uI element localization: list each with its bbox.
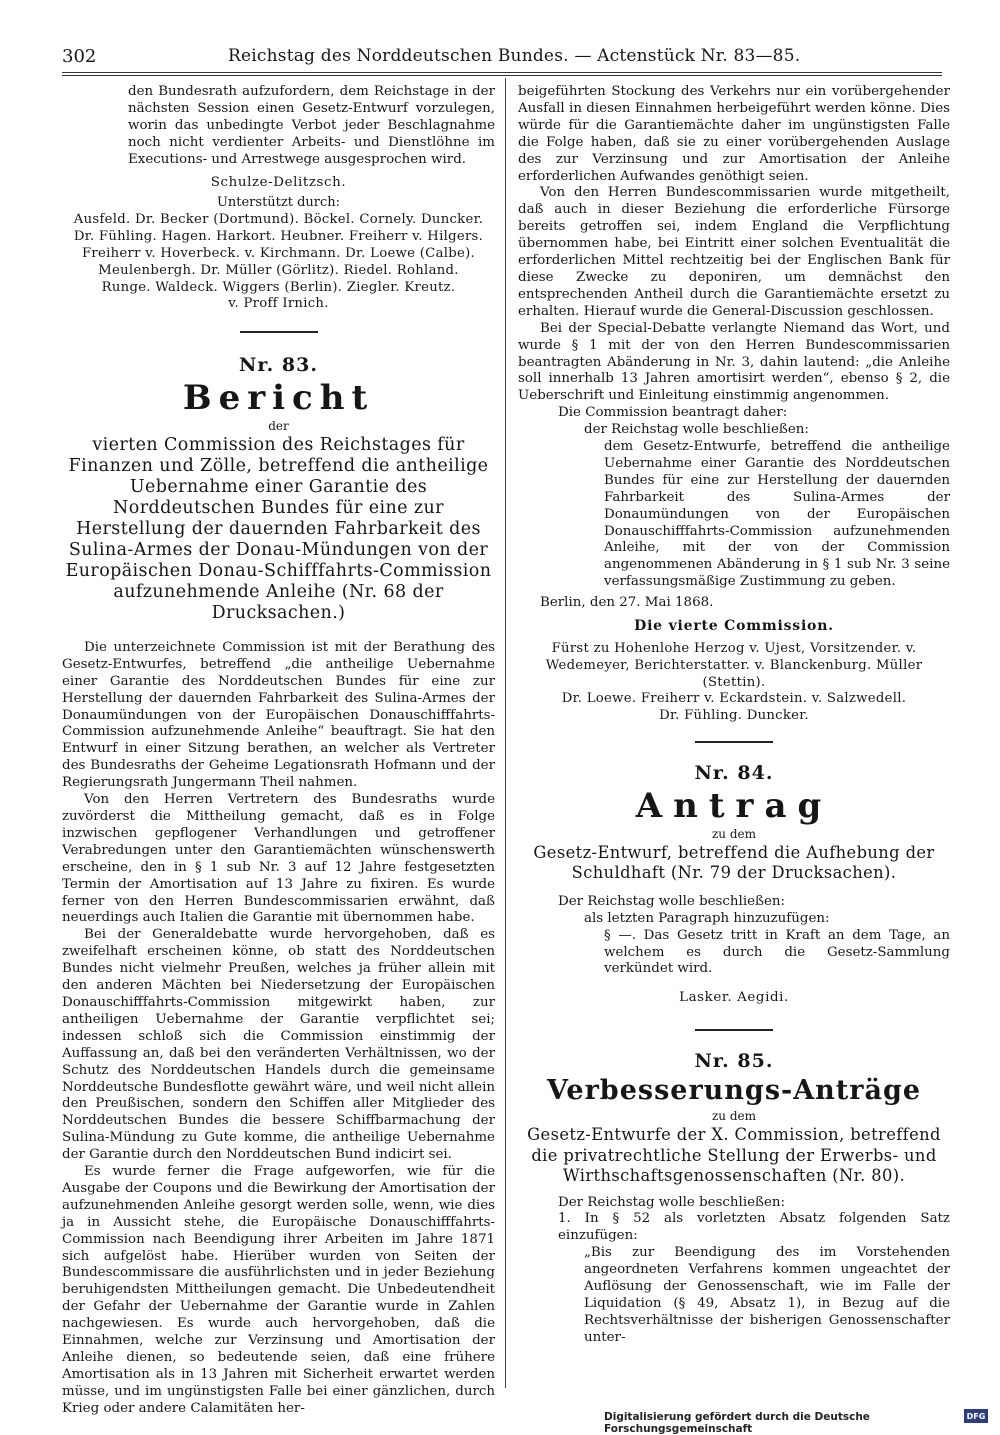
verbesserungs-title: Verbesserungs-Anträge (546, 1075, 922, 1107)
left-column (62, 84, 495, 1418)
verbesserungs-subtitle: Gesetz-Entwurfe der X. Commission, betreffend die privatrechtliche Stellung der Erwerbs- und Wirthschaftsgenossenschaften (Nr. 80). (527, 1125, 941, 1186)
bericht-subtitle: vierten Commission des Reichstages für Finanzen und Zölle, betreffend die antheilige Uebernahme einer Garantie des Norddeutschen Bundes für eine zur Herstellung der dauernden Fahrbarkeit des Sulina-Armes der Donau-Mündungen von der Europäischen Donau-Schifffahrts-Commission aufzunehmende Anleihe (Nr. 68 der Drucksachen.) (65, 434, 492, 623)
body-paragraph: Von den Herren Vertretern des Bundesraths wurde zuvörderst die Mittheilung gemacht, daß es in Folge inzwischen gepflogener Verhandlungen und getroffener Verabredungen unter den Garantiemächten wünschenswerth erscheine, den in § 1 sub Nr. 3 auf 12 Jahre festgesetzten Termin der Amortisation auf 13 Jahre zu fixiren. Es wurde ferner von den Herren Bundescommissarien erwähnt, daß neuerdings auch Italien die Garantie mit übernommen habe. (62, 792, 495, 926)
verbesserungs-zu: zu dem (711, 1109, 757, 1124)
supporters-line: Runge. Waldeck. Wiggers (Berlin). Ziegler. Kreutz. (101, 279, 456, 295)
supporters-list (62, 212, 495, 313)
resolution-text: dem Gesetz-Entwurfe, betreffend die antheilige Uebernahme einer Garantie des Norddeutschen Bundes für eine zur Herstellung der dauernden Fahrbarkeit des Sulina-Armes der Donaumündungen von der Europäischen Donauschifffahrts-Commission aufzunehmenden Anleihe, mit der von der Commission angenommenen Abänderung in § 1 sub Nr. 3 seine verfassungsmäßige Zustimmung zu geben. (604, 439, 950, 590)
reichstag-resolve: der Reichstag wolle beschließen: (584, 422, 809, 438)
verbesserungs-line: Der Reichstag wolle beschließen: (558, 1194, 786, 1210)
members-line: Dr. Loewe. Freiherr v. Eckardstein. v. Salzwedell. (561, 691, 907, 707)
running-head-title: Reichstag des Norddeutschen Bundes. — Actenstück Nr. 83—85. (228, 46, 801, 66)
header-rule (62, 72, 942, 73)
bericht-title: Bericht (182, 378, 375, 419)
supporters-line: Meulenbergh. Dr. Müller (Görlitz). Riedel. Rohland. (98, 262, 459, 278)
commission-applies: Die Commission beantragt daher: (558, 405, 788, 421)
verbesserungs-quote: „Bis zur Beendigung des im Vorstehenden angeordneten Verfahrens kommen ungeachtet der Auflösung der Genossenschaft, wie im Falle der Liquidation (§ 49, Absatz 1), in Bezug auf die Rechtsverhältnisse der bisherigen Genossenschafter unter- (584, 1245, 950, 1345)
page-number: 302 (62, 46, 97, 67)
committee-name: Die vierte Commission. (634, 618, 834, 635)
body-paragraph: beigeführten Stockung des Verkehrs nur ein vorübergehender Ausfall in diesen Einnahmen herbeigeführt werden könne. Dies würde für die Garantiemächte daher im ungünstigsten Falle die Folge haben, daß sie zu einer vorübergehenden Auslage des zur Verzinsung und zur Amortisation der Anleihe erforderlichen Aufwandes genöthigt seien. (518, 84, 950, 184)
document-number-85: Nr. 85. (694, 1050, 774, 1073)
verbesserungs-item: 1. In § 52 als vorletzten Absatz folgenden Satz einzufügen: (558, 1211, 950, 1244)
antrag-paragraph: § —. Das Gesetz tritt in Kraft an dem Tage, an welchem es durch die Gesetz-Sammlung verkündet wird. (604, 927, 950, 977)
antrag-line: als letzten Paragraph hinzuzufügen: (584, 910, 830, 926)
signer: Schulze-Delitzsch. (210, 174, 347, 190)
column-separator (505, 78, 506, 1388)
antrag-line: Der Reichstag wolle beschließen: (558, 893, 786, 909)
body-paragraph: Bei der Special-Debatte verlangte Niemand das Wort, und wurde § 1 mit der von den Herren Bundescommissarien beantragten Abänderung in Nr. 3, dahin lautend: „die Anleihe soll innerhalb 13 Jahren amortisirt werden“, ebenso § 2, die Ueberschrift und Einleitung einstimmig angenommen. (518, 320, 950, 404)
body-paragraph: Die unterzeichnete Commission ist mit der Berathung des Gesetz-Entwurfes, betreffend „die antheilige Uebernahme einer Garantie des Norddeutschen Bundes für eine zur Herstellung der dauernden Fahrbarkeit des Sulina-Armes der Donaumündungen von der Europäischen Donauschifffahrts-Commission aufzunehmende Anleihe“ beauftragt. Sie hat den Entwurf in einer Sitzung berathen, an welcher als Vertreter des Bundesraths der Geheime Legationsrath Hofmann und der Regierungsrath Jungermann Theil nahmen. (62, 639, 495, 791)
right-column (518, 84, 950, 1347)
body-paragraph: Von den Herren Bundescommissarien wurde mitgetheilt, daß auch in dieser Beziehung die erforderliche Fürsorge bereits getroffen sei, indem England die Verpflichtung übernommen habe, bei Eintritt einer solchen Eventualität die erforderlichen Mittel rechtzeitig bei der Englischen Bank für diese Zwecke zu deponiren, um demnächst den entsprechenden Antheil durch die Garantiemächte ersetzt zu erhalten. Hierauf wurde die General-Discussion geschlossen. (518, 185, 950, 319)
antrag-signers: Lasker. Aegidi. (679, 990, 789, 1006)
supporters-line: Freiherr v. Hoverbeck. v. Kirchmann. Dr. Loewe (Calbe). (81, 245, 476, 261)
dfg-logo: DFG (964, 1409, 988, 1423)
antrag-title: Antrag (635, 785, 833, 826)
supported-label: Unterstützt durch: (216, 195, 341, 211)
document-number-83: Nr. 83. (239, 354, 318, 377)
supporters-line: Dr. Fühling. Hagen. Harkort. Heubner. Freiherr v. Hilgers. (73, 229, 484, 245)
committee-members (518, 641, 950, 725)
date-line: Berlin, den 27. Mai 1868. (540, 595, 714, 611)
members-line: Fürst zu Hohenlohe Herzog v. Ujest, Vorsitzender. v. Wedemeyer, Berichterstatter. v. Blanckenburg. Müller (Stettin). (545, 641, 923, 690)
antrag-continuation: den Bundesrath aufzufordern, dem Reichstage in der nächsten Session einen Gesetz-Entwurf vorzulegen, worin das unbedingte Verbot jeder Beschlagnahme noch nicht verdienter Arbeits- und Dienstlöhne im Executions- und Arrestwege ausgesprochen wird. (128, 84, 495, 167)
header-rule-double (62, 75, 942, 76)
bericht-der: der (268, 419, 289, 434)
body-paragraph: Bei der Generaldebatte wurde hervorgehoben, daß es zweifelhaft erscheinen könne, ob statt des Norddeutschen Bundes nicht vielmehr Preußen, welches ja früher allein mit den anderen Mächten bei Niedersetzung der Europäischen Donauschifffahrts-Commission mitgewirkt haben, zur antheiligen Uebernahme der Garantie verpflichtet sei; indessen schloß sich die Commission einstimmig der Auffassung an, daß bei den veränderten Verhältnissen, wo der Schutz des Norddeutschen Handels durch die gemeinsame Norddeutsche Bundesflotte gewährt wäre, und weil nicht allein den Preußischen, sondern den Schiffen aller Mitglieder des Norddeutschen Bundes die bessere Schiffbarmachung der Sulina-Mündung zu Gute komme, die antheilige Uebernahme der Garantie durch den Norddeutschen Bund indicirt sei. (62, 927, 495, 1163)
digitization-credit: Digitalisierung gefördert durch die Deutsche Forschungsgemeinschaft (604, 1411, 870, 1435)
antrag-subtitle: Gesetz-Entwurf, betreffend die Aufhebung der Schuldhaft (Nr. 79 der Drucksachen). (533, 842, 935, 883)
document-number-84: Nr. 84. (694, 761, 774, 784)
running-header (62, 42, 942, 72)
antrag-zu: zu dem (711, 826, 757, 841)
body-paragraph: Es wurde ferner die Frage aufgeworfen, wie für die Ausgabe der Coupons und die Bewirkung der Amortisation der aufzunehmenden Anleihe gesorgt werden solle, wenn, wie dies ja in Aussicht stehe, die Europäische Donauschifffahrts-Commission nach Beendigung ihrer Arbeiten im Jahre 1871 sich aufgelöst habe. Hierüber wurden von Seiten der Bundescommissare die ausführlichsten und in jeder Beziehung beruhigendsten Mittheilungen gemacht. Die Unbedeutendheit der Gefahr der Uebernahme der Garantie wurde in Zahlen nachgewiesen. Es wurde auch hervorgehoben, daß die Einnahmen, welche zur Verzinsung und Amortisation der Anleihe dienen, so bedeutende seien, daß eine frühere Amortisation als in 13 Jahren mit Sicherheit erwartet werden müsse, und im ungünstigsten Falle bei einer gänzlichen, durch Krieg oder andere Calamitäten her- (62, 1164, 495, 1416)
members-line: Dr. Fühling. Duncker. (659, 708, 809, 724)
supporters-line: v. Proff Irnich. (228, 296, 329, 312)
supporters-line: Ausfeld. Dr. Becker (Dortmund). Böckel. Cornely. Duncker. (73, 212, 484, 228)
